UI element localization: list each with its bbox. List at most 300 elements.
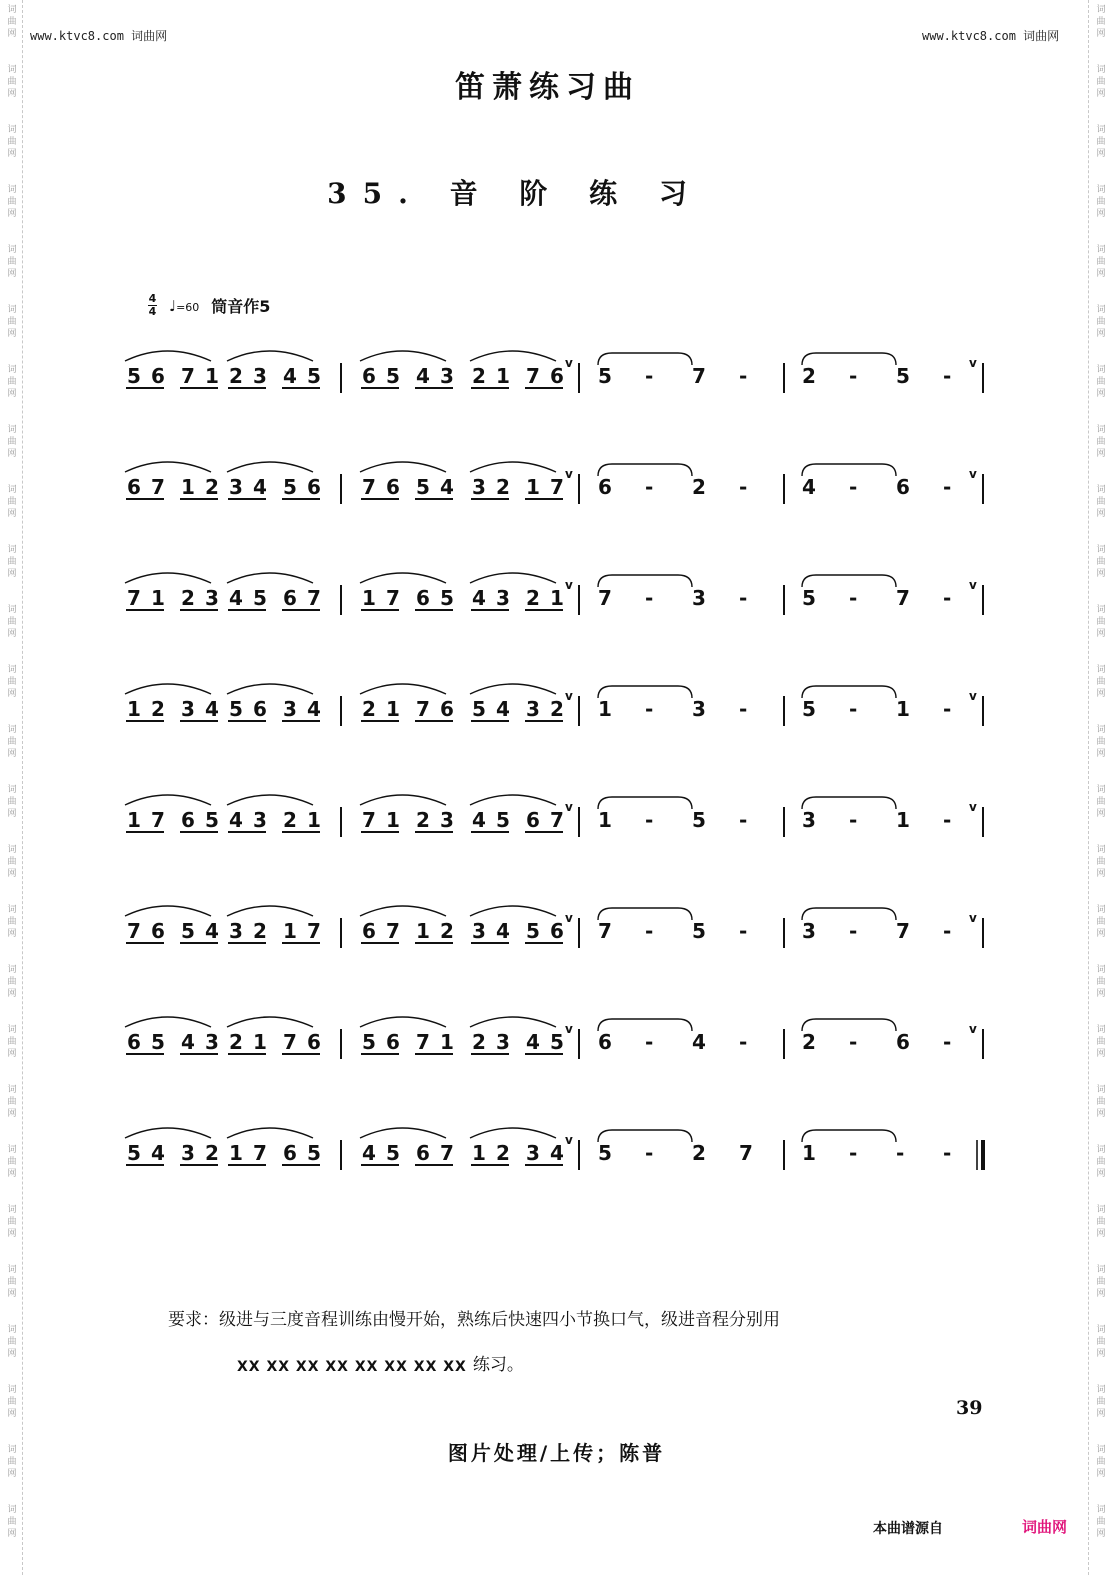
slur: [360, 1017, 446, 1027]
note-7: 7: [896, 919, 910, 943]
watermark-mark: 词 曲 网: [7, 185, 17, 219]
slur: [125, 684, 211, 694]
breath-mark: v: [565, 356, 573, 370]
note-4: 4: [472, 808, 486, 832]
slur: [360, 906, 446, 916]
note-2: 2: [253, 919, 267, 943]
watermark-mark: 词 曲 网: [1096, 245, 1106, 279]
watermark-mark: 词 曲 网: [7, 1325, 17, 1359]
watermark-mark: 词 曲 网: [7, 605, 17, 639]
breath-mark: v: [969, 689, 977, 703]
slur: [125, 795, 211, 805]
slur: [470, 1017, 556, 1027]
slur: [125, 351, 211, 361]
slur: [470, 573, 556, 583]
watermark-mark: 词 曲 网: [1096, 665, 1106, 699]
dash-mark: -: [739, 1030, 748, 1054]
note-7: 7: [362, 475, 376, 499]
dash-mark: -: [645, 697, 654, 721]
note-7: 7: [416, 1030, 430, 1054]
note-7: 7: [181, 364, 195, 388]
slur: [227, 351, 313, 361]
note-3: 3: [526, 1141, 540, 1165]
dash-mark: -: [943, 1141, 952, 1165]
note-7: 7: [692, 364, 706, 388]
note-1: 1: [526, 475, 540, 499]
watermark-mark: 词 曲 网: [7, 1445, 17, 1479]
breath-mark: v: [969, 911, 977, 925]
watermark-mark: 词 曲 网: [7, 65, 17, 99]
note-2: 2: [692, 1141, 706, 1165]
note-3: 3: [253, 364, 267, 388]
slur: [470, 462, 556, 472]
note-5: 5: [802, 697, 816, 721]
breath-mark: v: [565, 578, 573, 592]
slur: [360, 351, 446, 361]
watermark-mark: 词 曲 网: [1096, 1265, 1106, 1299]
dash-mark: -: [645, 586, 654, 610]
watermark-mark: 词 曲 网: [1096, 1505, 1106, 1539]
breath-mark: v: [969, 356, 977, 370]
slur: [125, 1128, 211, 1138]
watermark-mark: 词 曲 网: [1096, 425, 1106, 459]
breath-mark: v: [565, 911, 573, 925]
slur: [125, 462, 211, 472]
note-7: 7: [127, 586, 141, 610]
breath-mark: v: [969, 1022, 977, 1036]
watermark-mark: 词 曲 网: [1096, 5, 1106, 39]
note-7: 7: [550, 808, 564, 832]
note-1: 1: [496, 364, 510, 388]
dash-mark: -: [943, 1030, 952, 1054]
breath-mark: v: [969, 578, 977, 592]
dash-mark: -: [849, 808, 858, 832]
slur: [227, 906, 313, 916]
note-4: 4: [205, 697, 219, 721]
note-3: 3: [253, 808, 267, 832]
dash-mark: -: [645, 919, 654, 943]
note-6: 6: [253, 697, 267, 721]
header-url-left[interactable]: www.ktvc8.com 词曲网: [30, 29, 168, 43]
note-7: 7: [598, 586, 612, 610]
note-4: 4: [151, 1141, 165, 1165]
note-7: 7: [526, 364, 540, 388]
note-5: 5: [362, 1030, 376, 1054]
dash-mark: -: [645, 475, 654, 499]
note-4: 4: [181, 1030, 195, 1054]
watermark-mark: 词 曲 网: [7, 485, 17, 519]
watermark-mark: 词 曲 网: [1096, 785, 1106, 819]
time-sig-bottom: 4: [148, 305, 157, 318]
note-5: 5: [526, 919, 540, 943]
note-6: 6: [416, 586, 430, 610]
note-6: 6: [283, 1141, 297, 1165]
note-4: 4: [496, 919, 510, 943]
note-1: 1: [440, 1030, 454, 1054]
dash-mark: -: [849, 475, 858, 499]
breath-mark: v: [969, 467, 977, 481]
dash-mark: -: [645, 808, 654, 832]
dash-mark: -: [739, 919, 748, 943]
note-4: 4: [526, 1030, 540, 1054]
note-2: 2: [440, 919, 454, 943]
watermark-mark: 词 曲 网: [7, 5, 17, 39]
note-7: 7: [307, 586, 321, 610]
note-4: 4: [205, 919, 219, 943]
note-5: 5: [307, 364, 321, 388]
note-1: 1: [416, 919, 430, 943]
tuning-label: 筒音作5: [211, 297, 271, 316]
watermark-mark: 词 曲 网: [7, 1025, 17, 1059]
note-5: 5: [472, 697, 486, 721]
note-2: 2: [205, 475, 219, 499]
note-6: 6: [127, 475, 141, 499]
dash-mark: -: [943, 364, 952, 388]
upload-credit: 图片处理/上传；陈普: [447, 1441, 666, 1465]
note-3: 3: [802, 808, 816, 832]
watermark-mark: 词 曲 网: [1096, 845, 1106, 879]
dash-mark: -: [849, 697, 858, 721]
note-1: 1: [598, 697, 612, 721]
dash-mark: -: [849, 1141, 858, 1165]
note-5: 5: [598, 364, 612, 388]
note-6: 6: [386, 475, 400, 499]
dash-mark: -: [943, 919, 952, 943]
note-7: 7: [362, 808, 376, 832]
dash-mark: -: [739, 364, 748, 388]
watermark-mark: 词 曲 网: [1096, 1445, 1106, 1479]
watermark-mark: 词 曲 网: [7, 425, 17, 459]
note-3: 3: [229, 475, 243, 499]
slur: [360, 684, 446, 694]
watermark-mark: 词 曲 网: [1096, 1205, 1106, 1239]
note-3: 3: [496, 1030, 510, 1054]
breath-mark: v: [565, 1022, 573, 1036]
slur: [360, 1128, 446, 1138]
note-5: 5: [229, 697, 243, 721]
dash-mark: -: [739, 586, 748, 610]
watermark-mark: 词 曲 网: [1096, 905, 1106, 939]
requirement-text: 要求：级进与三度音程训练由慢开始，熟练后快速四小节换口气，级进音程分别用: [168, 1310, 780, 1330]
dash-mark: -: [943, 475, 952, 499]
time-sig-top: 4: [148, 292, 157, 305]
note-6: 6: [151, 364, 165, 388]
header-url-right[interactable]: www.ktvc8.com 词曲网: [922, 29, 1060, 43]
note-1: 1: [472, 1141, 486, 1165]
watermark-mark: 词 曲 网: [7, 1385, 17, 1419]
requirement-line-2: [237, 1350, 524, 1375]
watermark-mark: 词 曲 网: [7, 665, 17, 699]
note-5: 5: [127, 364, 141, 388]
note-1: 1: [151, 586, 165, 610]
note-6: 6: [283, 586, 297, 610]
note-4: 4: [496, 697, 510, 721]
note-4: 4: [550, 1141, 564, 1165]
note-4: 4: [472, 586, 486, 610]
dash-mark: -: [645, 1141, 654, 1165]
watermark-mark: 词 曲 网: [7, 785, 17, 819]
note-7: 7: [598, 919, 612, 943]
note-5: 5: [283, 475, 297, 499]
note-7: 7: [283, 1030, 297, 1054]
watermark-mark: 词 曲 网: [7, 545, 17, 579]
note-1: 1: [127, 808, 141, 832]
note-2: 2: [802, 1030, 816, 1054]
note-6: 6: [362, 364, 376, 388]
note-6: 6: [181, 808, 195, 832]
note-3: 3: [692, 697, 706, 721]
watermark-mark: 词 曲 网: [1096, 605, 1106, 639]
note-6: 6: [440, 697, 454, 721]
slur: [470, 684, 556, 694]
watermark-mark: 词 曲 网: [1096, 965, 1106, 999]
slur: [470, 906, 556, 916]
note-4: 4: [802, 475, 816, 499]
source-brand-link[interactable]: 词曲网: [1022, 1518, 1068, 1536]
slur: [360, 795, 446, 805]
note-4: 4: [229, 808, 243, 832]
dash-mark: -: [943, 808, 952, 832]
note-7: 7: [386, 586, 400, 610]
watermark-mark: 词 曲 网: [7, 365, 17, 399]
note-2: 2: [416, 808, 430, 832]
note-2: 2: [472, 1030, 486, 1054]
note-5: 5: [181, 919, 195, 943]
slur: [227, 573, 313, 583]
note-3: 3: [229, 919, 243, 943]
watermark-mark: 词 曲 网: [1096, 1145, 1106, 1179]
note-2: 2: [229, 364, 243, 388]
watermark-mark: 词 曲 网: [7, 725, 17, 759]
note-3: 3: [802, 919, 816, 943]
note-7: 7: [550, 475, 564, 499]
note-2: 2: [362, 697, 376, 721]
note-3: 3: [205, 1030, 219, 1054]
watermark-mark: 词 曲 网: [7, 245, 17, 279]
note-2: 2: [802, 364, 816, 388]
exercise-title: 35. 音 阶 练 习: [327, 177, 703, 210]
note-5: 5: [127, 1141, 141, 1165]
slur: [470, 1128, 556, 1138]
note-5: 5: [802, 586, 816, 610]
note-2: 2: [205, 1141, 219, 1165]
note-2: 2: [181, 586, 195, 610]
note-3: 3: [496, 586, 510, 610]
dash-mark: -: [849, 586, 858, 610]
note-3: 3: [692, 586, 706, 610]
slur: [227, 795, 313, 805]
note-5: 5: [151, 1030, 165, 1054]
dash-mark: -: [943, 697, 952, 721]
note-6: 6: [362, 919, 376, 943]
requirement-tail: 练习。: [472, 1355, 524, 1375]
note-5: 5: [386, 1141, 400, 1165]
note-2: 2: [692, 475, 706, 499]
slur: [227, 1017, 313, 1027]
slur: [125, 573, 211, 583]
slur: [227, 1128, 313, 1138]
note-6: 6: [127, 1030, 141, 1054]
note-6: 6: [896, 475, 910, 499]
note-1: 1: [362, 586, 376, 610]
articulation-patterns: XX XX XX XX XX XX XX XX: [237, 1359, 467, 1375]
note-5: 5: [598, 1141, 612, 1165]
note-4: 4: [416, 364, 430, 388]
note-6: 6: [307, 475, 321, 499]
note-3: 3: [283, 697, 297, 721]
watermark-mark: 词 曲 网: [1096, 185, 1106, 219]
note-3: 3: [181, 1141, 195, 1165]
page-title: 笛萧练习曲: [455, 70, 640, 105]
note-5: 5: [896, 364, 910, 388]
dash-mark: -: [896, 1141, 905, 1165]
note-5: 5: [440, 586, 454, 610]
note-2: 2: [526, 586, 540, 610]
note-1: 1: [896, 808, 910, 832]
note-2: 2: [550, 697, 564, 721]
note-3: 3: [440, 364, 454, 388]
note-1: 1: [307, 808, 321, 832]
dash-mark: -: [943, 586, 952, 610]
note-7: 7: [440, 1141, 454, 1165]
tempo-value: =60: [176, 300, 200, 314]
slur: [125, 1017, 211, 1027]
note-6: 6: [526, 808, 540, 832]
breath-mark: v: [565, 689, 573, 703]
note-7: 7: [151, 475, 165, 499]
watermark-mark: 词 曲 网: [1096, 65, 1106, 99]
note-7: 7: [127, 919, 141, 943]
note-5: 5: [307, 1141, 321, 1165]
watermark-mark: 词 曲 网: [1096, 365, 1106, 399]
dash-mark: -: [645, 364, 654, 388]
note-5: 5: [253, 586, 267, 610]
watermark-mark: 词 曲 网: [7, 305, 17, 339]
note-1: 1: [386, 697, 400, 721]
note-1: 1: [386, 808, 400, 832]
watermark-mark: 词 曲 网: [1096, 725, 1106, 759]
note-6: 6: [416, 1141, 430, 1165]
note-6: 6: [550, 364, 564, 388]
dash-mark: -: [739, 475, 748, 499]
watermark-mark: 词 曲 网: [7, 965, 17, 999]
note-4: 4: [229, 586, 243, 610]
note-4: 4: [307, 697, 321, 721]
note-1: 1: [181, 475, 195, 499]
note-5: 5: [386, 364, 400, 388]
slur: [360, 573, 446, 583]
note-7: 7: [739, 1141, 753, 1165]
note-3: 3: [472, 475, 486, 499]
watermark-mark: 词 曲 网: [7, 845, 17, 879]
note-6: 6: [598, 475, 612, 499]
dash-mark: -: [849, 1030, 858, 1054]
dash-mark: -: [849, 919, 858, 943]
note-1: 1: [127, 697, 141, 721]
watermark-mark: 词 曲 网: [1096, 305, 1106, 339]
slur: [227, 462, 313, 472]
note-3: 3: [181, 697, 195, 721]
watermark-mark: 词 曲 网: [1096, 1085, 1106, 1119]
watermark-mark: 词 曲 网: [7, 905, 17, 939]
slur: [470, 795, 556, 805]
source-label: 本曲谱源自: [873, 1521, 943, 1537]
dash-mark: -: [739, 808, 748, 832]
note-3: 3: [526, 697, 540, 721]
note-5: 5: [496, 808, 510, 832]
note-4: 4: [362, 1141, 376, 1165]
note-2: 2: [472, 364, 486, 388]
note-1: 1: [598, 808, 612, 832]
note-7: 7: [307, 919, 321, 943]
watermark-mark: 词 曲 网: [1096, 545, 1106, 579]
note-7: 7: [416, 697, 430, 721]
note-1: 1: [253, 1030, 267, 1054]
watermark-mark: 词 曲 网: [1096, 125, 1106, 159]
note-2: 2: [229, 1030, 243, 1054]
watermark-mark: 词 曲 网: [7, 1145, 17, 1179]
dash-mark: -: [849, 364, 858, 388]
slur: [125, 906, 211, 916]
note-3: 3: [205, 586, 219, 610]
slur: [227, 684, 313, 694]
slur: [360, 462, 446, 472]
page-number: 39: [956, 1397, 983, 1419]
note-5: 5: [550, 1030, 564, 1054]
breath-mark: v: [969, 800, 977, 814]
watermark-mark: 词 曲 网: [7, 1505, 17, 1539]
note-6: 6: [550, 919, 564, 943]
watermark-mark: 词 曲 网: [7, 1205, 17, 1239]
note-5: 5: [205, 808, 219, 832]
watermark-mark: 词 曲 网: [7, 125, 17, 159]
note-1: 1: [205, 364, 219, 388]
note-3: 3: [472, 919, 486, 943]
note-2: 2: [283, 808, 297, 832]
note-1: 1: [896, 697, 910, 721]
breath-mark: v: [565, 800, 573, 814]
note-1: 1: [550, 586, 564, 610]
note-4: 4: [283, 364, 297, 388]
slur: [470, 351, 556, 361]
dash-mark: -: [645, 1030, 654, 1054]
note-6: 6: [896, 1030, 910, 1054]
watermark-mark: 词 曲 网: [1096, 485, 1106, 519]
note-1: 1: [283, 919, 297, 943]
quarter-note-icon: ♩: [169, 296, 177, 315]
watermark-mark: 词 曲 网: [7, 1085, 17, 1119]
note-5: 5: [692, 919, 706, 943]
note-1: 1: [229, 1141, 243, 1165]
breath-mark: v: [565, 467, 573, 481]
note-6: 6: [151, 919, 165, 943]
dash-mark: -: [739, 697, 748, 721]
note-6: 6: [386, 1030, 400, 1054]
note-7: 7: [151, 808, 165, 832]
note-2: 2: [496, 475, 510, 499]
note-7: 7: [253, 1141, 267, 1165]
note-4: 4: [253, 475, 267, 499]
note-7: 7: [896, 586, 910, 610]
note-2: 2: [151, 697, 165, 721]
note-2: 2: [496, 1141, 510, 1165]
watermark-mark: 词 曲 网: [1096, 1025, 1106, 1059]
note-7: 7: [386, 919, 400, 943]
note-1: 1: [802, 1141, 816, 1165]
note-4: 4: [440, 475, 454, 499]
note-6: 6: [598, 1030, 612, 1054]
watermark-mark: 词 曲 网: [1096, 1385, 1106, 1419]
